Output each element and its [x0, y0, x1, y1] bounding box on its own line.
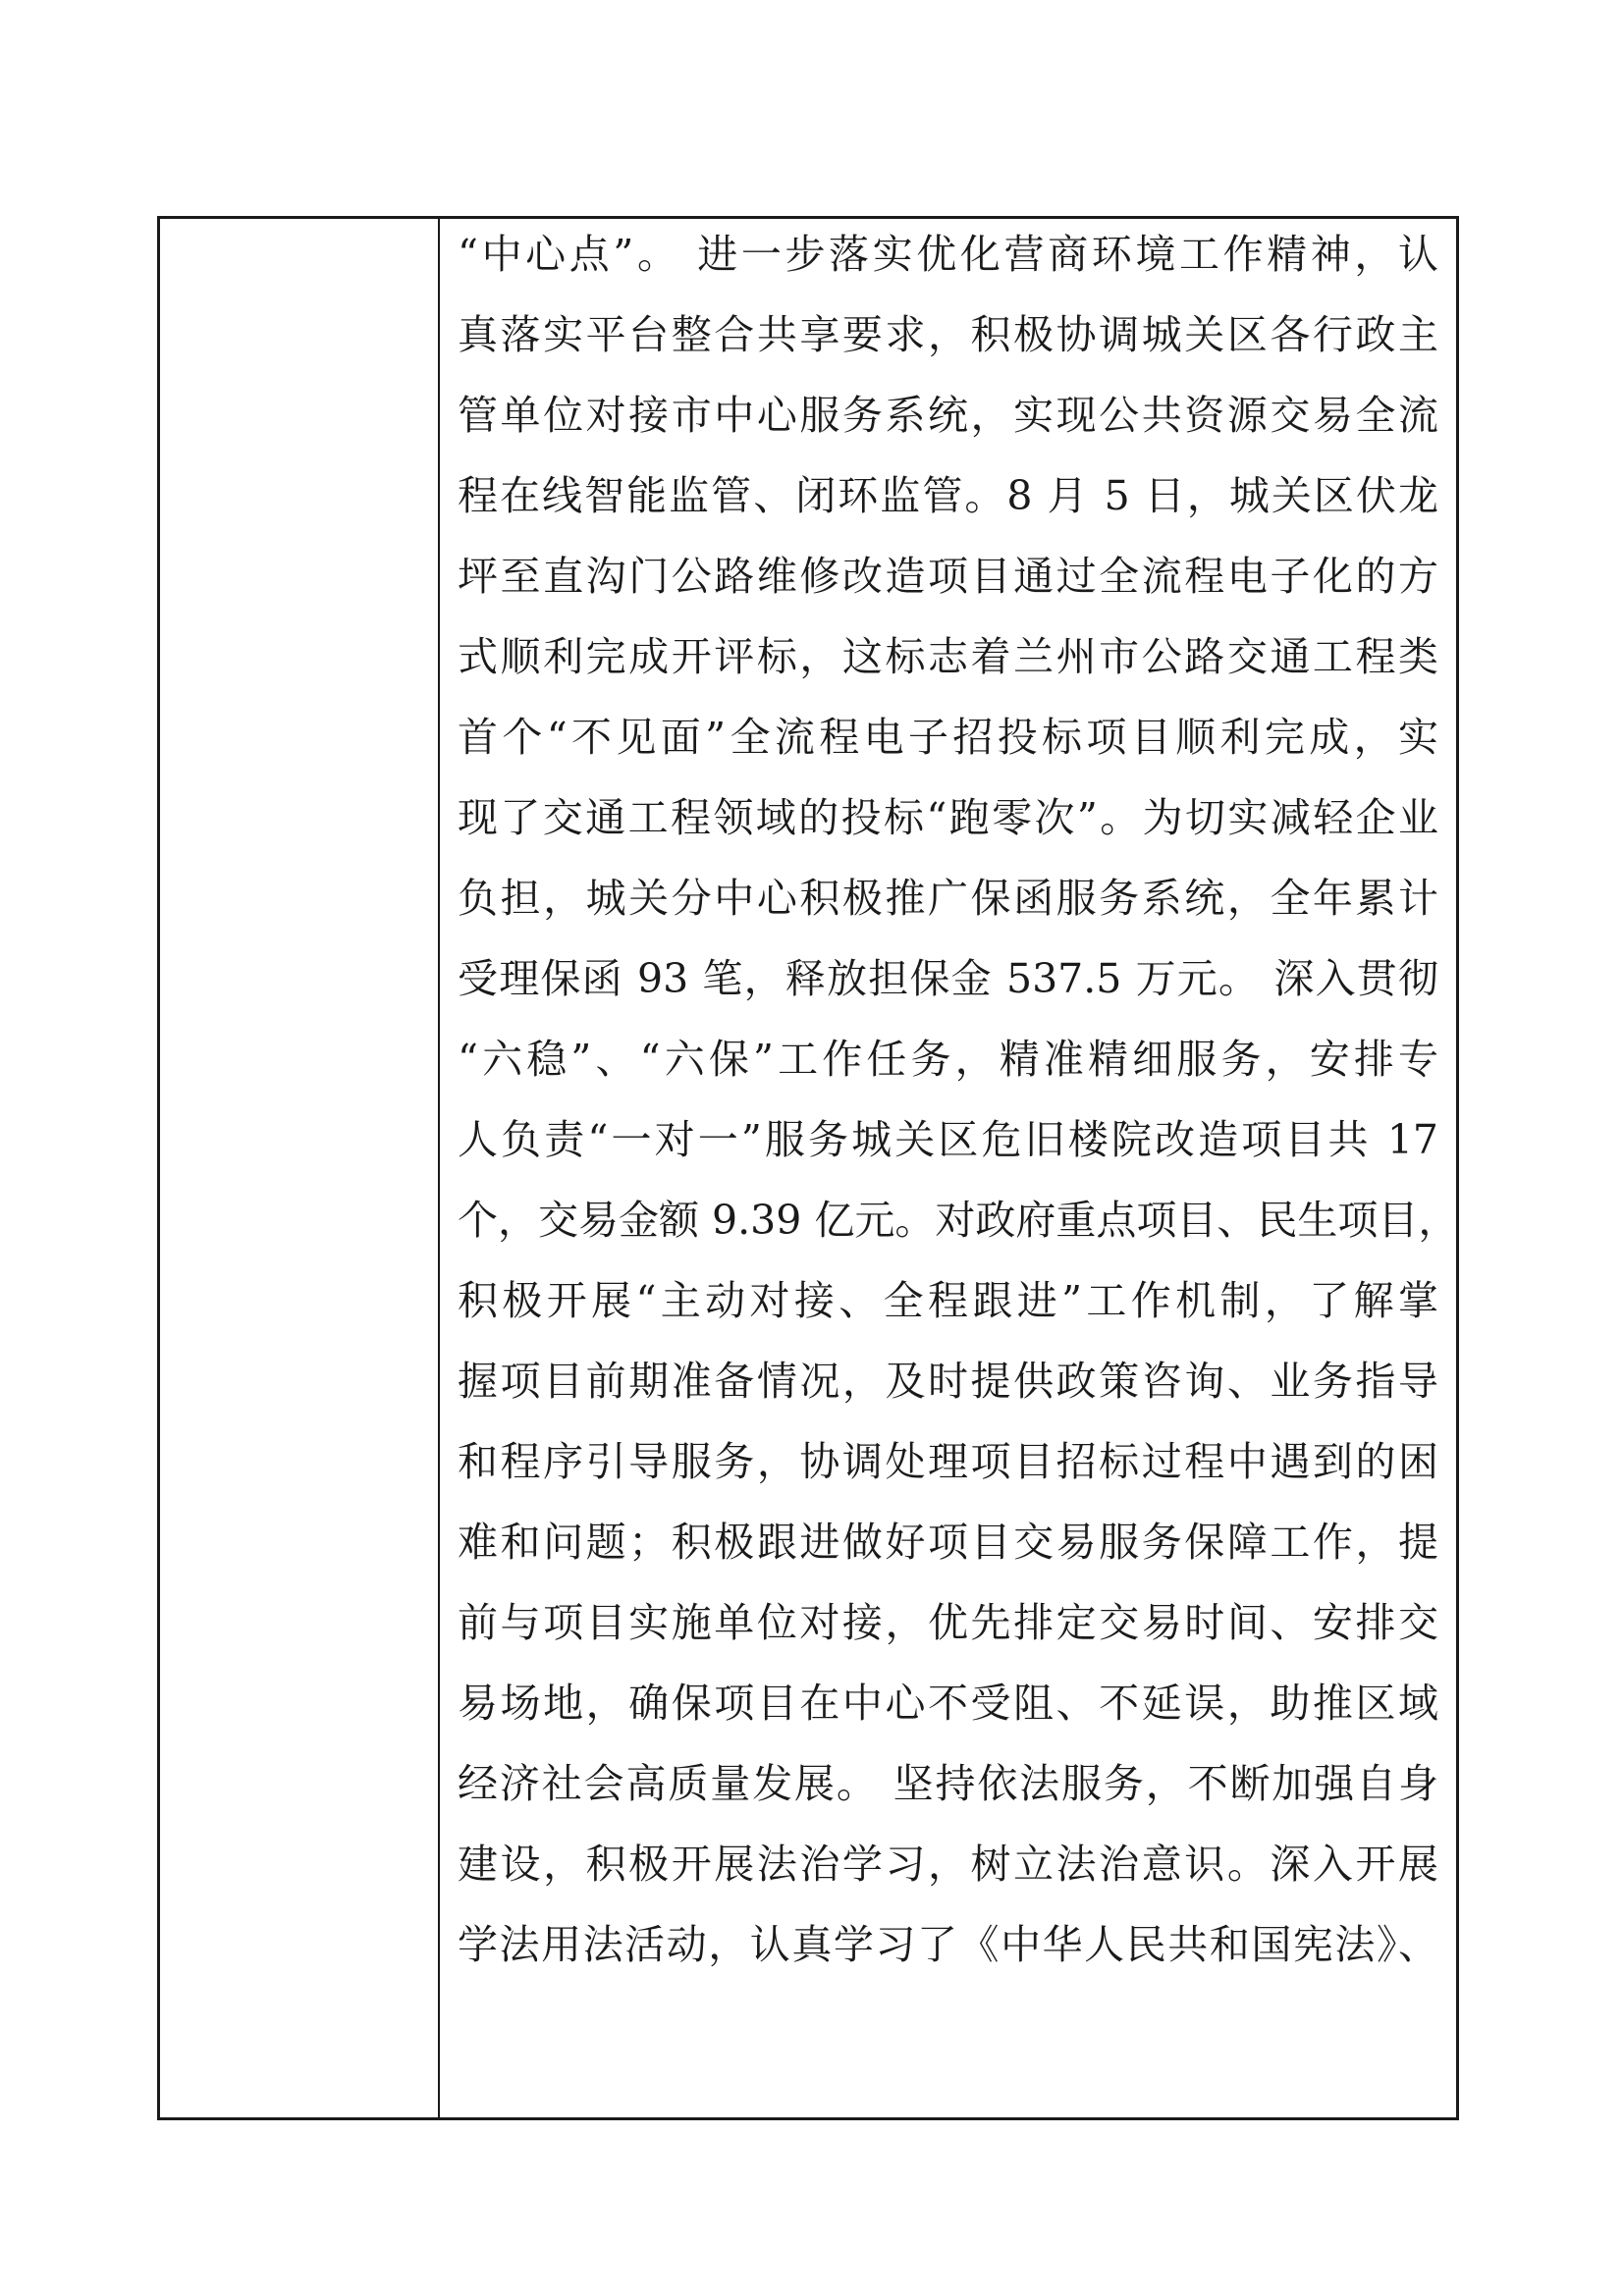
text-line: 建设，积极开展法治学习，树立法治意识。深入开展	[458, 1841, 1438, 1888]
text-line: 真落实平台整合共享要求，积极协调城关区各行政主	[458, 311, 1438, 358]
text-line: 积极开展“主动对接、全程跟进”工作机制，了解掌	[458, 1277, 1438, 1324]
paragraph-text	[440, 219, 1459, 2117]
text-line: “中心点”。 进一步落实优化营商环境工作精神，认	[458, 231, 1438, 278]
text-line: 学法用法活动，认真学习了《中华人民共和国宪法》、	[458, 1921, 1438, 1968]
text-line: 管单位对接市中心服务系统，实现公共资源交易全流	[458, 392, 1438, 439]
text-line: 个，交易金额 9.39 亿元。对政府重点项目、民生项目，	[458, 1197, 1459, 1244]
text-line: 首个“不见面”全流程电子招投标项目顺利完成，实	[458, 714, 1438, 761]
text-line: 现了交通工程领域的投标“跑零次”。为切实减轻企业	[458, 794, 1438, 841]
text-line: 受理保函 93 笔，释放担保金 537.5 万元。 深入贯彻	[458, 955, 1438, 1002]
text-line: 负担，城关分中心积极推广保函服务系统，全年累计	[458, 875, 1438, 922]
text-line: 易场地，确保项目在中心不受阻、不延误，助推区域	[458, 1680, 1438, 1727]
text-line: 人负责“一对一”服务城关区危旧楼院改造项目共 17	[458, 1116, 1438, 1163]
text-line: 程在线智能监管、闭环监管。8 月 5 日，城关区伏龙	[458, 472, 1438, 519]
text-line: “六稳”、“六保”工作任务，精准精细服务，安排专	[458, 1036, 1438, 1083]
text-line: 前与项目实施单位对接，优先排定交易时间、安排交	[458, 1599, 1438, 1646]
left-label-cell	[160, 219, 440, 2117]
text-line: 坪至直沟门公路维修改造项目通过全流程电子化的方	[458, 553, 1438, 600]
table-frame	[157, 216, 1459, 2120]
text-line: 经济社会高质量发展。 坚持依法服务，不断加强自身	[458, 1760, 1438, 1807]
text-line: 难和问题；积极跟进做好项目交易服务保障工作，提	[458, 1519, 1438, 1566]
text-line: 握项目前期准备情况，及时提供政策咨询、业务指导	[458, 1358, 1438, 1405]
text-line: 式顺利完成开评标，这标志着兰州市公路交通工程类	[458, 633, 1438, 680]
content-cell	[440, 219, 1459, 2117]
text-line: 和程序引导服务，协调处理项目招标过程中遇到的困	[458, 1438, 1438, 1485]
